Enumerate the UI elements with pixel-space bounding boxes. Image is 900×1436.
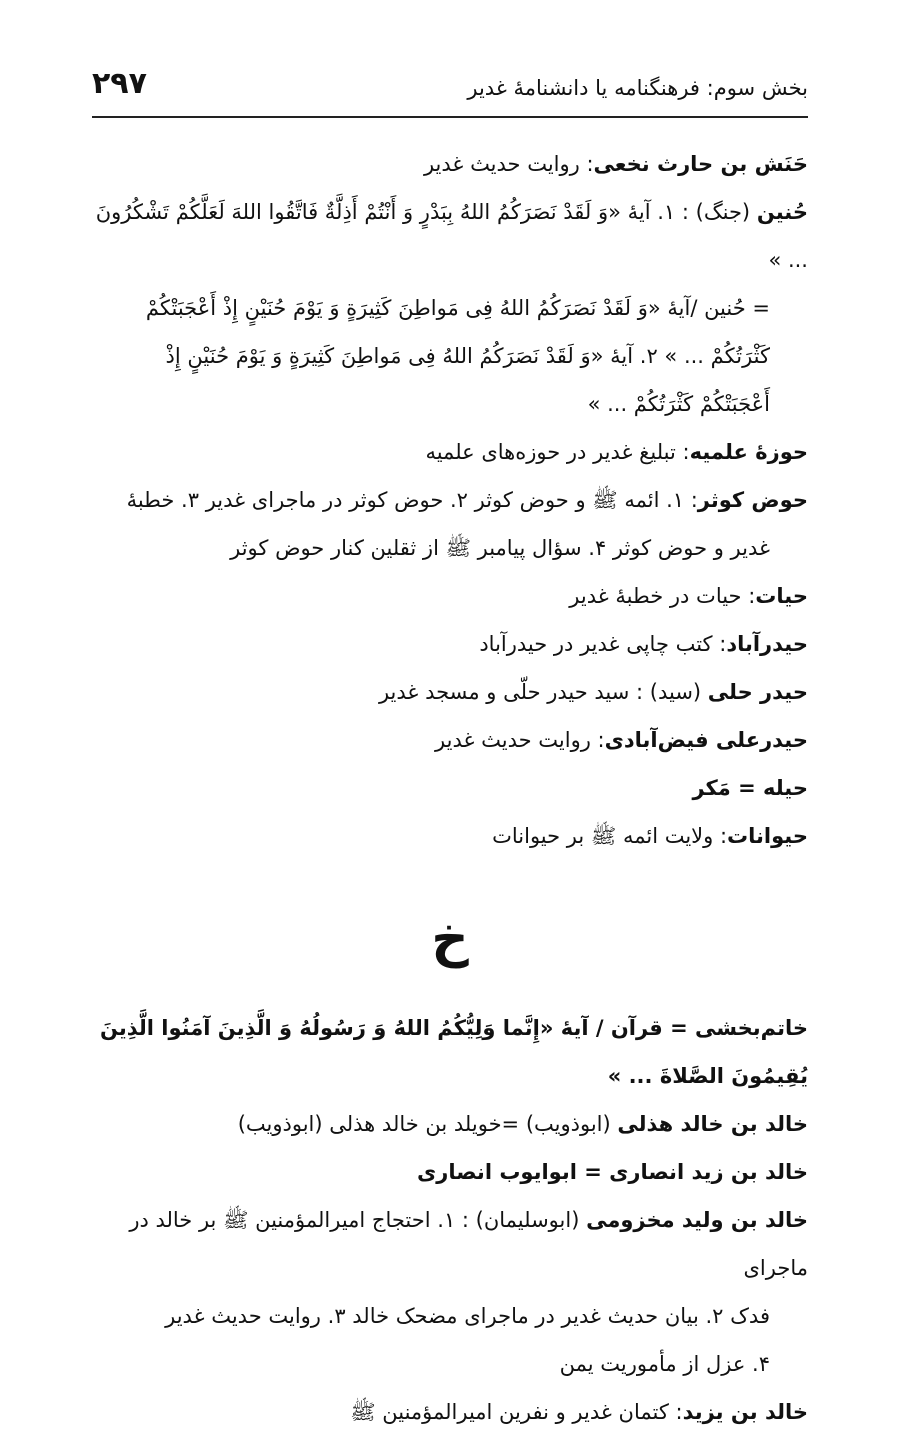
entry — [92, 476, 808, 524]
page-number: ۲۹۷ — [92, 66, 147, 101]
entry-headword: خالد بن یزید — [682, 1400, 808, 1424]
entries-section-kha — [92, 1004, 808, 1436]
entry-headword: خالد بن خالد هذلی — [617, 1112, 808, 1136]
entry-headword: حُنین — [756, 200, 808, 224]
entry-text: : کتب چاپی غدیر در حیدرآباد — [479, 632, 727, 656]
entry-text: : روایت حدیث غدیر — [435, 728, 605, 752]
entry — [92, 428, 808, 476]
entry — [92, 1388, 808, 1436]
entry-text: (ابوسلیمان) : ۱. احتجاج امیرالمؤمنین ﷺ بر خالد در ماجرای — [129, 1208, 808, 1280]
entry-headword: حیدر حلی — [707, 680, 808, 704]
entry-continuation: فدک ۲. بیان حدیث غدیر در ماجرای مضحک خالد ۳. روایت حدیث غدیر — [165, 1304, 770, 1328]
entry — [92, 668, 808, 716]
entry-headword: حیدرآباد — [726, 632, 808, 656]
entry — [92, 1196, 808, 1292]
entry-continuation: غدیر و حوض کوثر ۴. سؤال پیامبر ﷺ از ثقلین کنار حوض کوثر — [230, 536, 770, 560]
entry — [92, 1004, 808, 1100]
entry-headword: حیات — [755, 584, 808, 608]
entry-headword: خالد بن زید انصاری = ابوایوب انصاری — [417, 1160, 808, 1184]
entries-section-ha — [92, 140, 808, 860]
entry-headword: حوزهٔ علمیه — [689, 440, 808, 464]
running-title: بخش سوم: فرهنگنامه یا دانشنامهٔ غدیر — [467, 76, 808, 100]
entry-headword: حیدرعلی فیض‌آبادی — [604, 728, 808, 752]
entry — [92, 1100, 808, 1148]
entry-text: (جنگ) : ۱. آیهٔ «وَ لَقَدْ نَصَرَكُمُ اللهُ بِبَدْرٍ وَ أَنْتُمْ أَذِلَّةٌ فَاتَّقُوا اللهَ لَعَلَّكُمْ تَشْكُرُونَ ... » — [95, 200, 808, 272]
entry-headword: خاتم‌بخشی = قرآن / آیهٔ «إِنَّما وَلِیُّكُمُ اللهُ وَ رَسُولُهُ وَ الَّذِینَ آمَنُوا الَّذِینَ یُقِیمُونَ الصَّلاةَ ... » — [99, 1016, 808, 1088]
entry-continuation: = حُنین /آیهٔ «وَ لَقَدْ نَصَرَكُمُ اللهُ فِی مَواطِنَ كَثِیرَةٍ وَ یَوْمَ حُنَیْنٍ إِذْ أَعْجَبَتْكُمْ — [145, 296, 770, 320]
entry-headword: حیله = مَکر — [692, 776, 808, 800]
entry-headword: حَنَش بن حارث نخعی — [593, 152, 808, 176]
entry-headword: خالد بن ولید مخزومی — [586, 1208, 808, 1232]
entry — [92, 1148, 808, 1196]
entry — [92, 188, 808, 284]
entry — [92, 140, 808, 188]
page-content — [92, 140, 808, 1436]
entry — [92, 716, 808, 764]
entry — [92, 812, 808, 860]
entry-continuation: ۴. عزل از مأموریت یمن — [559, 1352, 770, 1376]
entry-text: (ابوذویب) =خویلد بن خالد هذلی (ابوذویب) — [237, 1112, 618, 1136]
entry-continuation: كَثْرَتُكُمْ ... » ۲. آیهٔ «وَ لَقَدْ نَصَرَكُمُ اللهُ فِی مَواطِنَ كَثِیرَةٍ وَ یَوْمَ حُنَیْنٍ إِذْ — [165, 344, 770, 368]
entry-text: : ولایت ائمه ﷺ بر حیوانات — [492, 824, 728, 848]
page-header — [92, 60, 808, 118]
entry — [92, 572, 808, 620]
entry-text: : تبلیغ غدیر در حوزه‌های علمیه — [425, 440, 690, 464]
entry-headword: حوض کوثر — [697, 488, 808, 512]
entry — [92, 620, 808, 668]
entry-text: (سید) : سید حیدر حلّی و مسجد غدیر — [378, 680, 708, 704]
entry-text: : حیات در خطبهٔ غدیر — [569, 584, 756, 608]
entry-text: : کتمان غدیر و نفرین امیرالمؤمنین ﷺ — [350, 1400, 683, 1424]
entry-continuation: أَعْجَبَتْكُمْ كَثْرَتُكُمْ ... » — [587, 392, 770, 416]
entry-text: : روایت حدیث غدیر — [423, 152, 594, 176]
entry-headword: حیوانات — [727, 824, 808, 848]
entry-text: : ۱. ائمه ﷺ و حوض کوثر ۲. حوض کوثر در ماجرای غدیر ۳. خطبهٔ — [126, 488, 698, 512]
entry — [92, 764, 808, 812]
letter-heading: خ — [431, 909, 469, 969]
